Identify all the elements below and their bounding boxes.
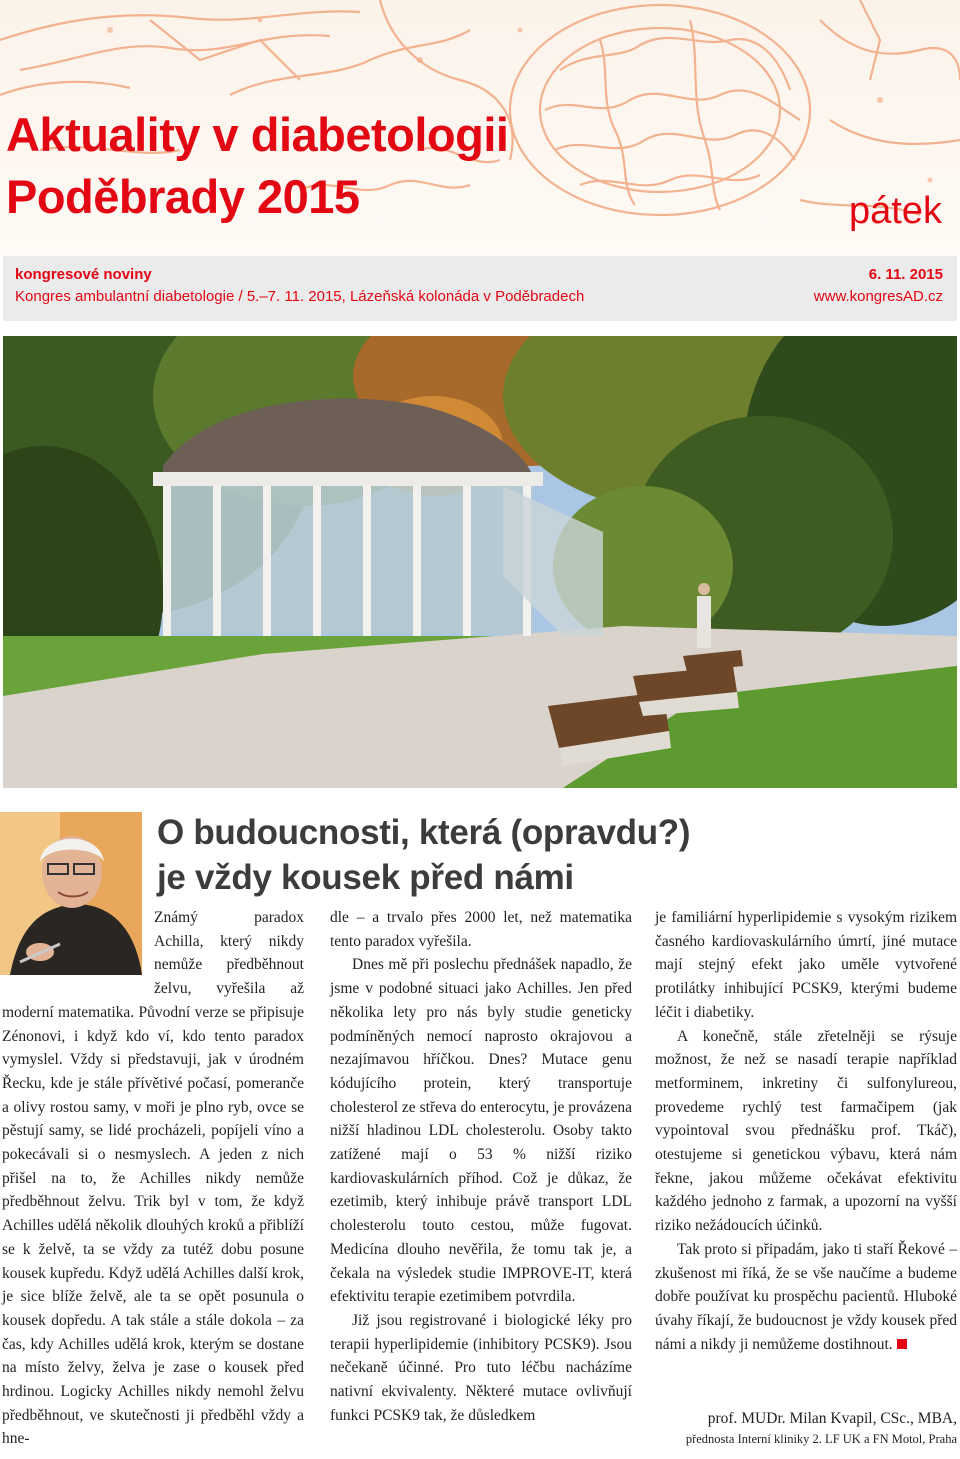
paragraph: Známý paradox Achilla, který nikdy nemůže předběhnout želvu, vyřešila až moderní matematika. Původní verze se připisuje Zénonovi, i když kdo ví, kdo tento paradox vymyslel. Vždy si představuji, jak v úrodném Řecku, kde je stále přívětivé počasí, pomeranče a olivy rostou samy, v moři je plno ryb, ovce se pěstují samy, se lidé procházeli, popíjeli víno a pokecávali si o nesmyslech. A jeden z nich přišel na to, že Achilles nikdy nemůže předběhnout želvu. Trik byl v tom, že když Achilles udělá několik dlouhých kroků a přiblíží se k želvě, ta se vždy za tutéž dobu posune kousek kupředu. Když udělá Achilles další krok, je sice blíže želvě, ale ta se opět posunula o kousek dopředu. A tak stále a stále dokola – za čas, kdy Achilles udělá krok, kterým se dostane na místo želvy, želva je zase o kousek před hrdinou. Logicky Achilles nikdy nemohl želvu předběhnout, ve skutečnosti ji předběhl vždy a hne-	[2, 909, 304, 1448]
info-bar	[3, 256, 957, 321]
paragraph: Již jsou registrované i biologické léky pro terapii hyperlipidemie (inhibitory PCSK9). Jsou nečekaně účinné. Pro tuto léčbu nacházíme nativní ekvivalenty. Některé mutace ovlivňují funkci PCSK9 tak, že důsledkem	[330, 1311, 632, 1424]
info-bar-right	[814, 264, 943, 308]
paragraph: A konečně, stále zřetelněji se rýsuje možnost, že než se nasadí terapie například metforminem, inkretiny či sulfonylureou, provedeme rychlý test farmačipem (jak vypointoval svou přednášku prof. Tkáč), otestujeme si genetickou výbavu, která nám řekne, jakou můžeme očekávat efektivitu každého jednoho z farmak, a upozorní na vyšší riziko nežádoucích účinků.	[655, 1027, 957, 1235]
paragraph-text: Tak proto si připadám, jako ti staří Řekové – zkušenost mi říká, že se vše naučíme a budeme dobře používat ku prospěchu pacientů. Hluboké úvahy říkají, že budoucnost je vždy kousek před námi a nikdy ji nemůžeme dostihnout.	[655, 1240, 957, 1353]
title-line-2: Poděbrady 2015	[6, 170, 360, 223]
paragraph	[655, 1238, 957, 1357]
end-mark-square	[897, 1339, 907, 1349]
portrait-text-wrap	[2, 906, 154, 978]
colonnade-photo	[3, 336, 957, 788]
newsletter-title	[6, 104, 508, 228]
weekday-label: pátek	[849, 190, 942, 232]
event-info: Kongres ambulantní diabetologie / 5.–7. 11. 2015, Lázeňská kolonáda v Poděbradech	[15, 288, 585, 305]
author-signature	[686, 1408, 957, 1448]
masthead	[0, 0, 960, 255]
author-affiliation: přednosta Interní kliniky 2. LF UK a FN Motol, Praha	[685, 1432, 957, 1446]
headline-line-2: je vždy kousek před námi	[157, 858, 574, 897]
info-bar-left	[15, 264, 584, 308]
paragraph: dle – a trvalo přes 2000 let, než matematika tento paradox vyřešila.	[330, 909, 632, 950]
paragraph: Dnes mě při poslechu přednášek napadlo, že jsme v podobné situaci jako Achilles. Jen před několika lety pro nás byly studie geneticky podmíněných nemocí naprosto okrajovou a nezajímavou hříčkou. Dnes? Mutace genu kódujícího protein, který transportuje cholesterol ze střeva do enterocytu, je provázena nižší hladinou LDL cholesterolu. Osoby takto zatížené mají o 53 % nižší riziko kardiovaskulárních příhod. Což je důkaz, že ezetimib, který inhibuje právě transport LDL cholesterolu touto cestou, může fugovat. Medicína dlouho nevěřila, že tomu tak je, a čekala na výsledek studie IMPROVE-IT, která efektivitu terapie ezetimibem potvrdila.	[330, 956, 632, 1306]
author-name: prof. MUDr. Milan Kvapil, CSc., MBA,	[707, 1410, 957, 1427]
colonnade-scene	[3, 336, 957, 788]
paragraph: je familiární hyperlipidemie s vysokým rizikem časného kardiovaskulárního úmrtí, jiné mutace mají stejný efekt jako uměle vytvořené protilátky inhibující PCSK9, kterými budeme léčit i diabetiky.	[655, 909, 957, 1021]
article-headline	[157, 810, 690, 900]
headline-line-1: O budoucnosti, která (opravdu?)	[157, 813, 691, 852]
title-line-1: Aktuality v diabetologii	[6, 108, 509, 161]
article-column-3	[655, 906, 957, 1356]
issue-date: 6. 11. 2015	[868, 266, 943, 283]
website-link[interactable]: www.kongresAD.cz	[813, 288, 943, 305]
article-column-1	[2, 906, 304, 1451]
article-column-2	[330, 906, 632, 1427]
newsletter-label: kongresové noviny	[15, 266, 152, 283]
